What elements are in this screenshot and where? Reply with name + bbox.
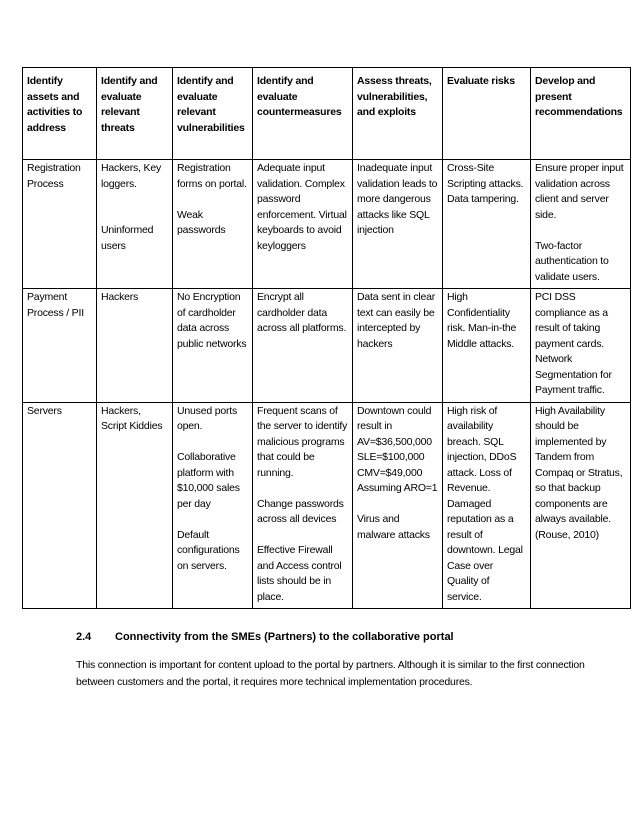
- section-heading: [76, 631, 454, 643]
- asset-cell: Servers: [23, 402, 97, 609]
- cell-text: Data sent in clear text can easily be intercepted by hackers: [357, 291, 436, 350]
- table-row: [23, 402, 631, 609]
- cell-text: Adequate input validation. Complex password enforcement. Virtual keyboards to avoid keyloggers: [257, 162, 347, 252]
- cell-text: Weak passwords: [177, 208, 226, 236]
- countermeasures-cell: [253, 160, 353, 289]
- risks-cell: [443, 160, 531, 289]
- risks-cell: [443, 289, 531, 403]
- asset-cell: Payment Process / PII: [23, 289, 97, 403]
- header-cell: Evaluate risks: [443, 68, 531, 160]
- header-cell: Identify and evaluate relevant threats: [97, 68, 173, 160]
- recommendations-cell: [531, 160, 631, 289]
- cell-text: Hackers: [101, 291, 139, 303]
- threats-cell: [97, 289, 173, 403]
- risks-cell: [443, 402, 531, 609]
- cell-text: Ensure proper input validation across client and server side.: [535, 162, 624, 221]
- recommendations-cell: [531, 289, 631, 403]
- table-header-row: [23, 68, 631, 160]
- cell-text: Encrypt all cardholder data across all platforms.: [257, 291, 347, 334]
- threats-cell: [97, 160, 173, 289]
- cell-text: Virus and malware attacks: [357, 513, 430, 541]
- section-number: 2.4: [76, 631, 92, 643]
- assessment-cell: [353, 160, 443, 289]
- vulnerabilities-cell: [173, 289, 253, 403]
- threats-cell: [97, 402, 173, 609]
- cell-text: Change passwords across all devices: [257, 497, 344, 525]
- cell-text: High risk of availability breach. SQL injection, DDoS attack. Loss of Revenue. Damaged reputation as a result of downtown. Legal Case over Quality of service.: [447, 404, 523, 603]
- countermeasures-cell: [253, 289, 353, 403]
- cell-text: Hackers, Script Kiddies: [101, 404, 163, 432]
- cell-text: Downtown could result in AV=$36,500,000 SLE=$100,000 CMV=$49,000 Assuming ARO=1: [357, 404, 438, 494]
- cell-text: No Encryption of cardholder data across public networks: [177, 291, 247, 350]
- cell-text: Inadequate input validation leads to more dangerous attacks like SQL injection: [357, 162, 438, 236]
- assessment-cell: [353, 289, 443, 403]
- countermeasures-cell: [253, 402, 353, 609]
- header-cell: Identify assets and activities to address: [23, 68, 97, 160]
- recommendations-cell: [531, 402, 631, 609]
- cell-text: Uninformed users: [101, 224, 154, 252]
- body-paragraph: This connection is important for content upload to the portal by partners. Although it is similar to the first connection between customers and the portal, it requires more technical implementation procedures.: [76, 659, 585, 688]
- cell-text: Default configurations on servers.: [177, 528, 240, 572]
- cell-text: PCI DSS compliance as a result of taking payment cards. Network Segmentation for Payment traffic.: [535, 291, 612, 396]
- table-row: [23, 289, 631, 403]
- cell-text: Frequent scans of the server to identify malicious programs that could be running.: [257, 404, 348, 479]
- cell-text: Registration forms on portal.: [177, 162, 247, 190]
- vulnerabilities-cell: [173, 402, 253, 609]
- cell-text: Collaborative platform with $10,000 sales per day: [177, 451, 240, 510]
- assessment-cell: [353, 402, 443, 609]
- asset-cell: Registration Process: [23, 160, 97, 289]
- header-cell: Identify and evaluate relevant vulnerabilities: [173, 68, 253, 160]
- vulnerabilities-cell: [173, 160, 253, 289]
- cell-text: Two-factor authentication to validate users.: [535, 239, 609, 283]
- header-cell: Develop and present recommendations: [531, 68, 631, 160]
- cell-text: High Confidentiality risk. Man-in-the Middle attacks.: [447, 291, 517, 350]
- cell-text: High Availability should be implemented by Tandem from Compaq or Stratus, so that backup components are always available. (Rouse, 2010): [535, 404, 623, 541]
- cell-text: Effective Firewall and Access control lists should be in place.: [257, 544, 342, 603]
- cell-text: Unused ports open.: [177, 404, 238, 432]
- cell-text: Hackers, Key loggers.: [101, 162, 162, 190]
- risk-assessment-table: [22, 67, 631, 609]
- header-cell: Identify and evaluate countermeasures: [253, 68, 353, 160]
- header-cell: Assess threats, vulnerabilities, and exploits: [353, 68, 443, 160]
- table-row: [23, 160, 631, 289]
- section-title: Connectivity from the SMEs (Partners) to the collaborative portal: [115, 631, 454, 643]
- cell-text: Cross-Site Scripting attacks. Data tampering.: [447, 162, 524, 205]
